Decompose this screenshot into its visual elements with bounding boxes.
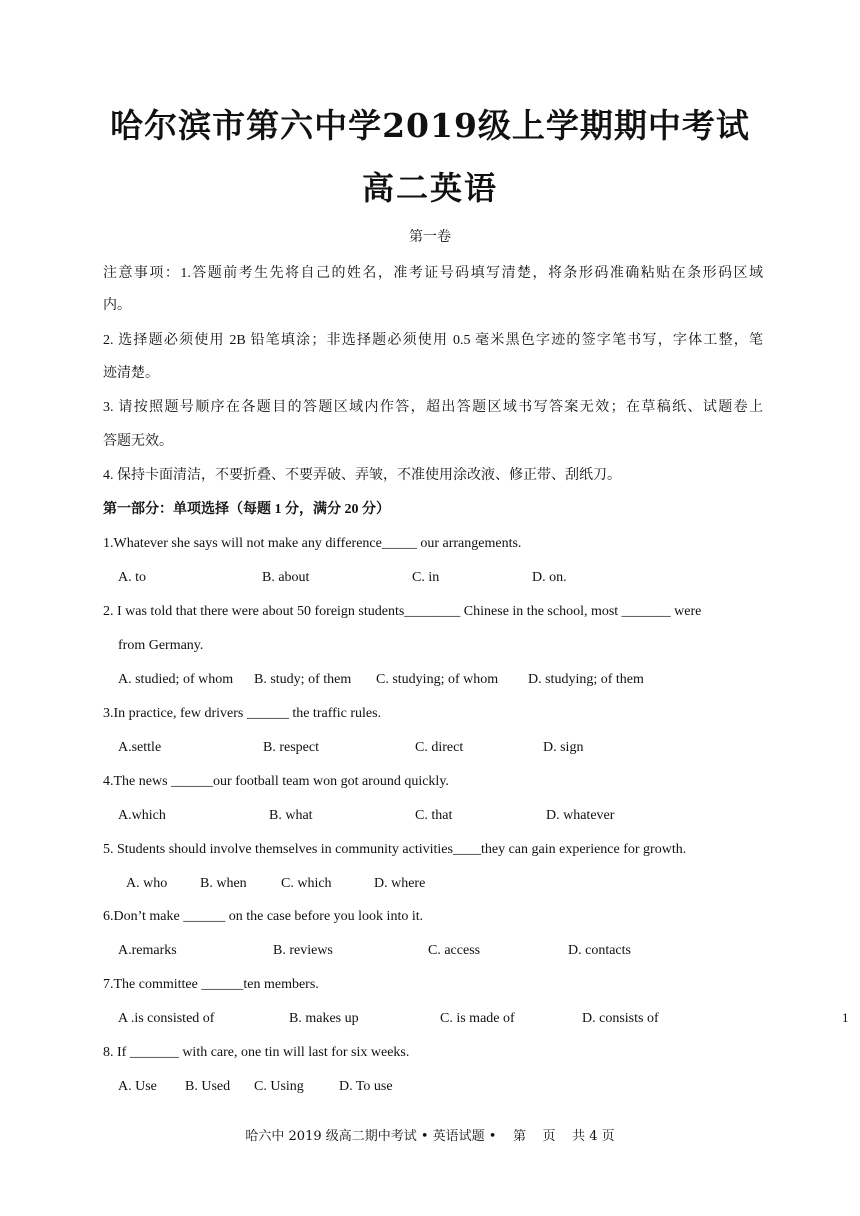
- option: B. when: [200, 876, 247, 891]
- note-line: 3. 请按照题号顺序在各题目的答题区域内作答，超出答题区域书写答案无效；在草稿纸、试题卷上: [103, 400, 763, 415]
- option: A. to: [118, 570, 146, 585]
- question-stem: 8. If _______ with care, one tin will last for six weeks.: [103, 1045, 410, 1060]
- option: C. Using: [254, 1079, 304, 1094]
- volume-label: 第一卷: [409, 229, 451, 245]
- note-line: 内。: [103, 298, 131, 313]
- option: B. Used: [185, 1079, 231, 1094]
- question-stem: 2. I was told that there were about 50 foreign students________ Chinese in the school, most _______ were: [103, 604, 702, 619]
- option: D. To use: [339, 1079, 393, 1094]
- note-line: 2. 选择题必须使用 2B 铅笔填涂；非选择题必须使用 0.5 毫米黑色字迹的签字笔书写，字体工整，笔: [103, 333, 763, 348]
- option-row: [0, 1077, 860, 1097]
- option: B. makes up: [289, 1011, 359, 1026]
- question-stem: 4.The news ______our football team won got around quickly.: [103, 774, 449, 789]
- option: C. direct: [415, 740, 464, 755]
- option: C. which: [281, 876, 332, 891]
- option: A.which: [118, 808, 166, 823]
- option: B. reviews: [273, 943, 333, 958]
- option: D. contacts: [568, 943, 631, 958]
- option: D. where: [374, 876, 426, 891]
- question-stem-continued: from Germany.: [118, 638, 204, 653]
- note-line: 4. 保持卡面清洁，不要折叠、不要弄破、弄皱，不准使用涂改液、修正带、刮纸刀。: [103, 468, 621, 483]
- option: A. who: [126, 876, 168, 891]
- option: B. study; of them: [254, 672, 352, 687]
- option: B. what: [269, 808, 313, 823]
- option-row: [0, 568, 860, 588]
- section-heading: 第一部分：单项选择（每题 1 分，满分 20 分）: [103, 502, 390, 517]
- option: C. that: [415, 808, 453, 823]
- option-row: [0, 941, 860, 961]
- question-stem: 3.In practice, few drivers ______ the traffic rules.: [103, 706, 382, 721]
- option-row: [0, 670, 860, 690]
- option-row: [0, 1009, 860, 1029]
- option: A. studied; of whom: [118, 672, 234, 687]
- option: D. studying; of them: [528, 672, 644, 687]
- question-stem: 6.Don’t make ______ on the case before you look into it.: [103, 909, 424, 924]
- exam-subtitle: 高二英语: [361, 169, 498, 207]
- question-stem: 1.Whatever she says will not make any difference_____ our arrangements.: [103, 536, 522, 551]
- option: B. respect: [263, 740, 319, 755]
- option: C. access: [428, 943, 481, 958]
- option: D. consists of: [582, 1011, 659, 1026]
- note-line: 迹清楚。: [103, 366, 159, 381]
- option: C. is made of: [440, 1011, 515, 1026]
- exam-title: 哈尔滨市第六中学2019级上学期期中考试: [110, 106, 750, 145]
- option: D. on.: [532, 570, 567, 585]
- page-footer: 哈六中 2019 级高二期中考试 • 英语试题 • 第 页 共 4 页: [245, 1129, 615, 1144]
- option: B. about: [262, 570, 310, 585]
- side-page-number: 1: [842, 1010, 849, 1025]
- option: C. studying; of whom: [376, 672, 499, 687]
- option: D. sign: [543, 740, 584, 755]
- question-stem: 7.The committee ______ten members.: [103, 977, 319, 992]
- option: D. whatever: [546, 808, 615, 823]
- note-line: 注意事项：1.答题前考生先将自己的姓名，准考证号码填写清楚，将条形码准确粘贴在条形码区域: [103, 266, 763, 281]
- option: A.remarks: [118, 943, 177, 958]
- option: C. in: [412, 570, 440, 585]
- option-row: [0, 738, 860, 758]
- option: A.settle: [118, 740, 162, 755]
- note-line: 答题无效。: [103, 434, 173, 449]
- option-row: [0, 806, 860, 826]
- option: A .is consisted of: [118, 1011, 215, 1026]
- option: A. Use: [118, 1079, 157, 1094]
- question-stem: 5. Students should involve themselves in community activities____they can gain experience for growth.: [103, 842, 687, 857]
- option-row: [0, 874, 860, 894]
